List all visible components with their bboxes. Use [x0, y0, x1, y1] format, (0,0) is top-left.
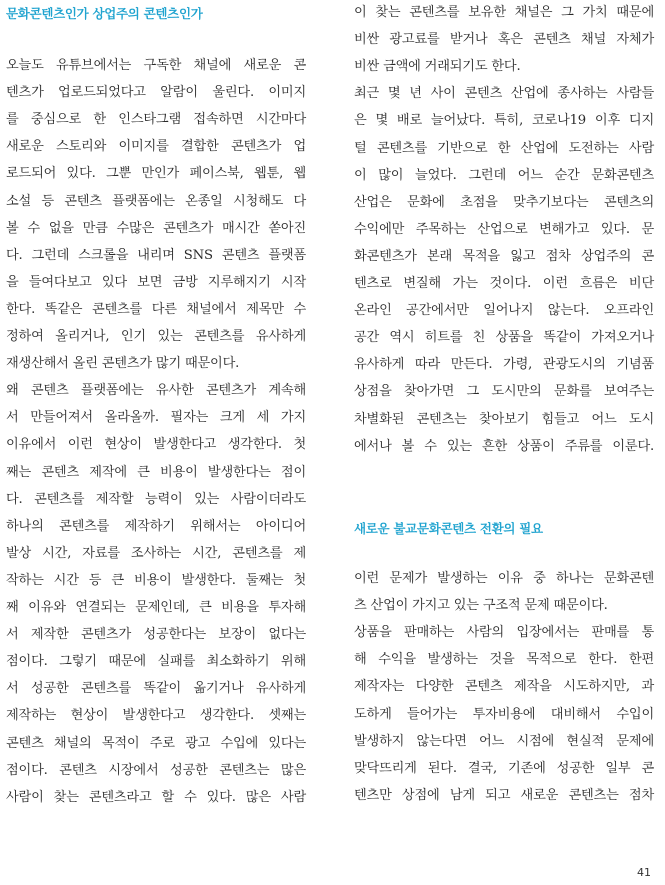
text-line: 비싼 광고료를 받거나 혹은 콘텐츠 채널 자체가: [354, 32, 654, 48]
text-line: 재생산해서 올린 콘텐츠가 많기 때문이다.: [6, 356, 240, 372]
text-line: 비싼 금액에 거래되기도 한다.: [354, 59, 521, 75]
text-line: 발생하지 않는다면 어느 시점에 현실적 문제에: [354, 733, 654, 749]
text-line: 하나의 콘텐츠를 제작하기 위해서는 아이디어: [6, 518, 306, 534]
text-line: 이런 문제가 발생하는 이유 중 하나는 문화콘텐: [354, 571, 654, 586]
text-line: 제작자는 다양한 콘텐츠 제작을 시도하지만, 과: [354, 679, 654, 695]
text-line: 서 성공한 콘텐츠를 똑같이 옮기거나 유사하게: [6, 681, 306, 697]
text-line: 다. 그런데 스크롤을 내리며 SNS 콘텐츠 플랫폼: [6, 247, 306, 263]
text-line: 은 몇 배로 늘어났다. 특히, 코로나19 이후 디지: [354, 113, 654, 129]
text-line: 오늘도 유튜브에서는 구독한 채널에 새로운 콘: [6, 58, 306, 73]
text-line: 해 수익을 발생하는 것을 목적으로 한다. 한편: [354, 652, 654, 668]
text-line: 새로운 스토리와 이미지를 결합한 콘텐츠가 업: [6, 139, 306, 155]
text-line: 이 많이 늘었다. 그런데 어느 순간 문화콘텐츠: [354, 167, 654, 183]
text-line: 점이다. 그렇기 때문에 실패를 최소화하기 위해: [6, 654, 306, 670]
text-line: 볼 수 없을 만큼 수많은 콘텐츠가 매시간 쏟아진: [6, 220, 306, 236]
text-line: 수익에만 주목하는 산업으로 변해가고 있다. 문: [354, 221, 654, 237]
text-line: 서 제작한 콘텐츠가 성공한다는 보장이 없다는: [6, 627, 306, 643]
text-line: 텐츠로 변질해 가는 것이다. 이런 흐름은 비단: [354, 276, 654, 291]
text-line: 점이다. 콘텐츠 시장에서 성공한 콘텐츠는 많은: [6, 762, 306, 778]
text-line: 유사하게 따라 만든다. 가령, 관광도시의 기념품: [354, 357, 654, 373]
text-line: 로드되어 있다. 그뿐 만인가 페이스북, 웹툰, 웹: [6, 166, 306, 182]
text-line: 이유에서 이런 현상이 발생한다고 생각한다. 첫: [6, 437, 306, 453]
text-line: 소설 등 콘텐츠 플랫폼에는 온종일 시청해도 다: [6, 193, 306, 209]
text-line: 이 찾는 콘텐츠를 보유한 채널은 그 가치 때문에: [354, 5, 654, 20]
text-line: 발상 시간, 자료를 조사하는 시간, 콘텐츠를 제: [6, 545, 306, 561]
text-line: 텐츠만 상점에 남게 되고 새로운 콘텐츠는 점차: [354, 787, 654, 803]
text-line: 산업은 문화에 초점을 맞추기보다는 콘텐츠의: [354, 194, 654, 210]
text-line: 차별화된 콘텐츠는 찾아보기 힘들고 어느 도시: [354, 411, 654, 427]
text-line: 온라인 공간에서만 일어나지 않는다. 오프라인: [354, 303, 654, 319]
text-line: 사람이 찾는 콘텐츠라고 할 수 있다. 많은 사람: [6, 789, 306, 805]
text-line: 째는 콘텐츠 제작에 큰 비용이 발생한다는 점이: [6, 464, 306, 480]
text-line: 맞닥뜨리게 된다. 결국, 기존에 성공한 일부 콘: [354, 760, 654, 776]
text-line: 공간 역시 히트를 친 상품을 똑같이 가져오거나: [354, 330, 654, 346]
text-line: 정하여 올리거나, 인기 있는 콘텐츠를 유사하게: [6, 329, 306, 344]
text-line: 제작하는 현상이 발생한다고 생각한다. 셋째는: [6, 708, 306, 724]
section-heading-right: 새로운 불교문화콘텐츠 전환의 필요: [354, 521, 543, 536]
section-heading-left: 문화콘텐츠인가 상업주의 콘텐츠인가: [6, 6, 203, 21]
text-line: 에서나 볼 수 있는 흔한 상품이 주류를 이룬다.: [354, 438, 654, 454]
text-line: 텐츠가 업로드되었다고 알람이 울린다. 이미지: [6, 85, 306, 101]
text-line: 작하는 시간 등 큰 비용이 발생한다. 둘째는 첫: [6, 572, 306, 588]
text-line: 째 이유와 연결되는 문제인데, 큰 비용을 투자해: [6, 600, 306, 615]
text-line: 서 만들어져서 올라올까. 필자는 크게 세 가지: [6, 410, 306, 426]
text-line: 를 중심으로 한 인스타그램 접속하면 시간마다: [6, 112, 306, 128]
text-line: 츠 산업이 가지고 있는 구조적 문제 때문이다.: [354, 598, 608, 614]
page-number: 41: [637, 866, 651, 879]
text-line: 털 콘텐츠를 기반으로 한 산업에 도전하는 사람: [354, 140, 654, 156]
text-line: 상품을 판매하는 사람의 입장에서는 판매를 통: [354, 625, 654, 641]
text-line: 왜 콘텐츠 플랫폼에는 유사한 콘텐츠가 계속해: [6, 383, 306, 399]
text-line: 을 들여다보고 있다 보면 금방 지루해지기 시작: [6, 274, 306, 290]
text-line: 한다. 똑같은 콘텐츠를 다른 채널에서 제목만 수: [6, 301, 306, 317]
text-line: 콘텐츠 채널의 목적이 주로 광고 수입에 있다는: [6, 735, 306, 751]
text-line: 다. 콘텐츠를 제작할 능력이 있는 사람이더라도: [6, 491, 306, 507]
text-line: 도하게 들어가는 투자비용에 대비해서 수입이: [354, 706, 654, 722]
text-line: 상점을 찾아가면 그 도시만의 문화를 보여주는: [354, 384, 654, 400]
text-line: 화콘텐츠가 본래 목적을 잃고 점차 상업주의 콘: [354, 248, 654, 264]
text-line: 최근 몇 년 사이 콘텐츠 산업에 종사하는 사람들: [354, 86, 654, 102]
